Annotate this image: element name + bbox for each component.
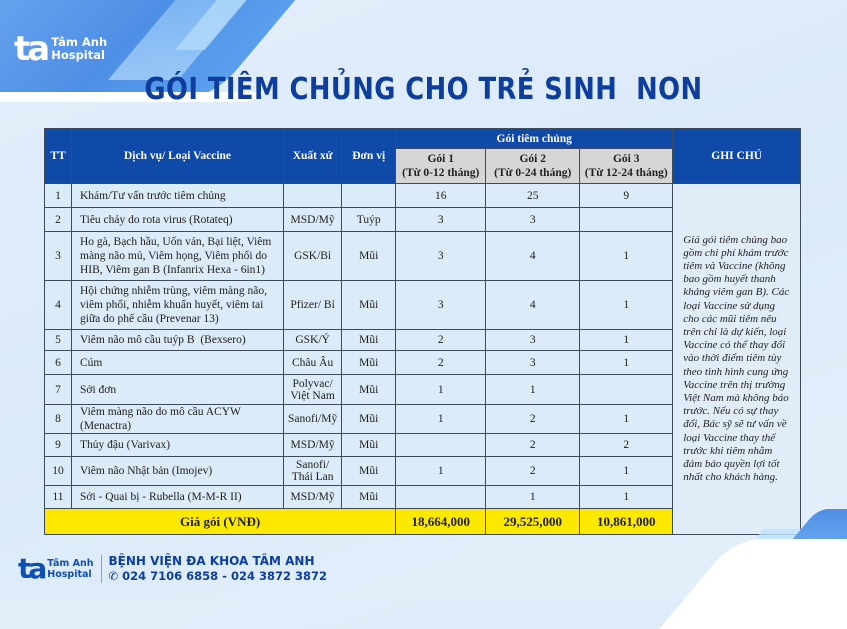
header-unit: Đơn vị (342, 129, 396, 184)
logo-mark: ta (14, 29, 48, 69)
phone-icon: ✆ (108, 569, 119, 583)
note-cell: Giá gói tiêm chủng bao gồm chi phí khám trước tiêm và Vaccine (không bao gồm huyết thanh kháng viêm gan B). Các loại Vaccine sử dụng cho các mũi tiêm nêu trên chỉ là dự kiến, loại Vaccine có thể thay đổi vào thời điểm tiêm tùy theo tình hình cung ứng Vaccine trên thị trường Việt Nam mà không báo trước. Nếu có sự thay đổi, Bác sỹ sẽ tư vấn về loại Vaccine thay thế trước khi tiêm nhằm đảm bảo quyền lợi tốt nhất cho khách hàng. (673, 184, 801, 535)
logo-line1: Tâm Anh (51, 35, 108, 49)
header-service: Dịch vụ/ Loại Vaccine (72, 129, 284, 184)
table-row: 11 Sởi - Quai bị - Rubella (M-M-R II) MSD/Mỹ Mũi 1 1 (45, 486, 801, 509)
header-note: GHI CHÚ (673, 129, 801, 184)
total-pkg1: 18,664,000 (396, 509, 486, 535)
footer-logo-mark: ta (18, 552, 45, 585)
hospital-name: BỆNH VIỆN ĐA KHOA TÂM ANH (108, 554, 315, 568)
page-title: GÓI TIÊM CHỦNG CHO TRẺ SINH NON (144, 72, 703, 107)
table-row: 8 Viêm màng não do mô cầu ACYW (Menactra) Sanofi/Mỹ Mũi 1 2 1 (45, 405, 801, 434)
total-label: Giá gói (VNĐ) (45, 509, 396, 535)
hospital-logo (14, 29, 108, 69)
header-origin: Xuất xứ (284, 129, 342, 184)
table-row: 4 Hội chứng nhiễm trùng, viêm màng não, viêm phổi, nhiễm khuẩn huyết, viêm tai giữa do phế cầu (Prevenar 13) Pfizer/ Bỉ Mũi 3 4 1 (45, 281, 801, 330)
decorative-swoosh (659, 539, 847, 629)
footer-divider (101, 555, 102, 583)
table-row: 1 Khám/Tư vấn trước tiêm chủng 16 25 9 Giá gói tiêm chủng bao gồm chi phí khám trước tiêm và Vaccine (không bao gồm huyết thanh kháng viêm gan B). Các loại Vaccine sử dụng cho các mũi tiêm nêu trên chỉ là dự kiến, loại Vaccine có thể thay đổi vào thời điểm tiêm tùy theo tình hình cung ứng Vaccine trên thị trường Việt Nam mà không báo trước. Nếu có sự thay đổi, Bác sỹ sẽ tư vấn về loại Vaccine thay thế trước khi tiêm nhằm đảm bảo quyền lợi tốt nhất cho khách hàng. (45, 184, 801, 208)
vaccine-package-table (44, 128, 801, 535)
footer-logo-line1: Tâm Anh (47, 558, 94, 569)
footer-logo-line2: Hospital (47, 569, 92, 580)
total-pkg2: 29,525,000 (486, 509, 580, 535)
total-pkg3: 10,861,000 (580, 509, 673, 535)
table-row: 2 Tiêu chảy do rota virus (Rotateq) MSD/Mỹ Tuýp 3 3 (45, 208, 801, 232)
table-row: 5 Viêm não mô cầu tuýp B (Bexsero) GSK/Ý Mũi 2 3 1 (45, 330, 801, 351)
phone-numbers: ✆ 024 7106 6858 - 024 3872 3872 (108, 569, 327, 583)
header-tt: TT (45, 129, 72, 184)
table-row: 7 Sởi đơn Polyvac/ Việt Nam Mũi 1 1 (45, 375, 801, 405)
table-row: 3 Ho gà, Bạch hầu, Uốn ván, Bại liệt, Viêm màng não mủ, Viêm họng, Viêm phổi do HIB, Viêm gan B (Infanrix Hexa - 6in1) GSK/Bỉ Mũi 3 4 1 (45, 232, 801, 281)
logo-line2: Hospital (51, 48, 105, 62)
table-row: 9 Thủy đậu (Varivax) MSD/Mỹ Mũi 2 2 (45, 434, 801, 457)
header-pkg3: Gói 3 (Từ 12-24 tháng) (580, 149, 673, 184)
table-row: 6 Cúm Châu Âu Mũi 2 3 1 (45, 351, 801, 375)
header-package-group: Gói tiêm chủng (396, 129, 673, 149)
footer (18, 554, 327, 584)
header-pkg1: Gói 1 (Từ 0-12 tháng) (396, 149, 486, 184)
header-pkg2: Gói 2 (Từ 0-24 tháng) (486, 149, 580, 184)
table-row: 10 Viêm não Nhật bản (Imojev) Sanofi/ Thái Lan Mũi 1 2 1 (45, 457, 801, 486)
